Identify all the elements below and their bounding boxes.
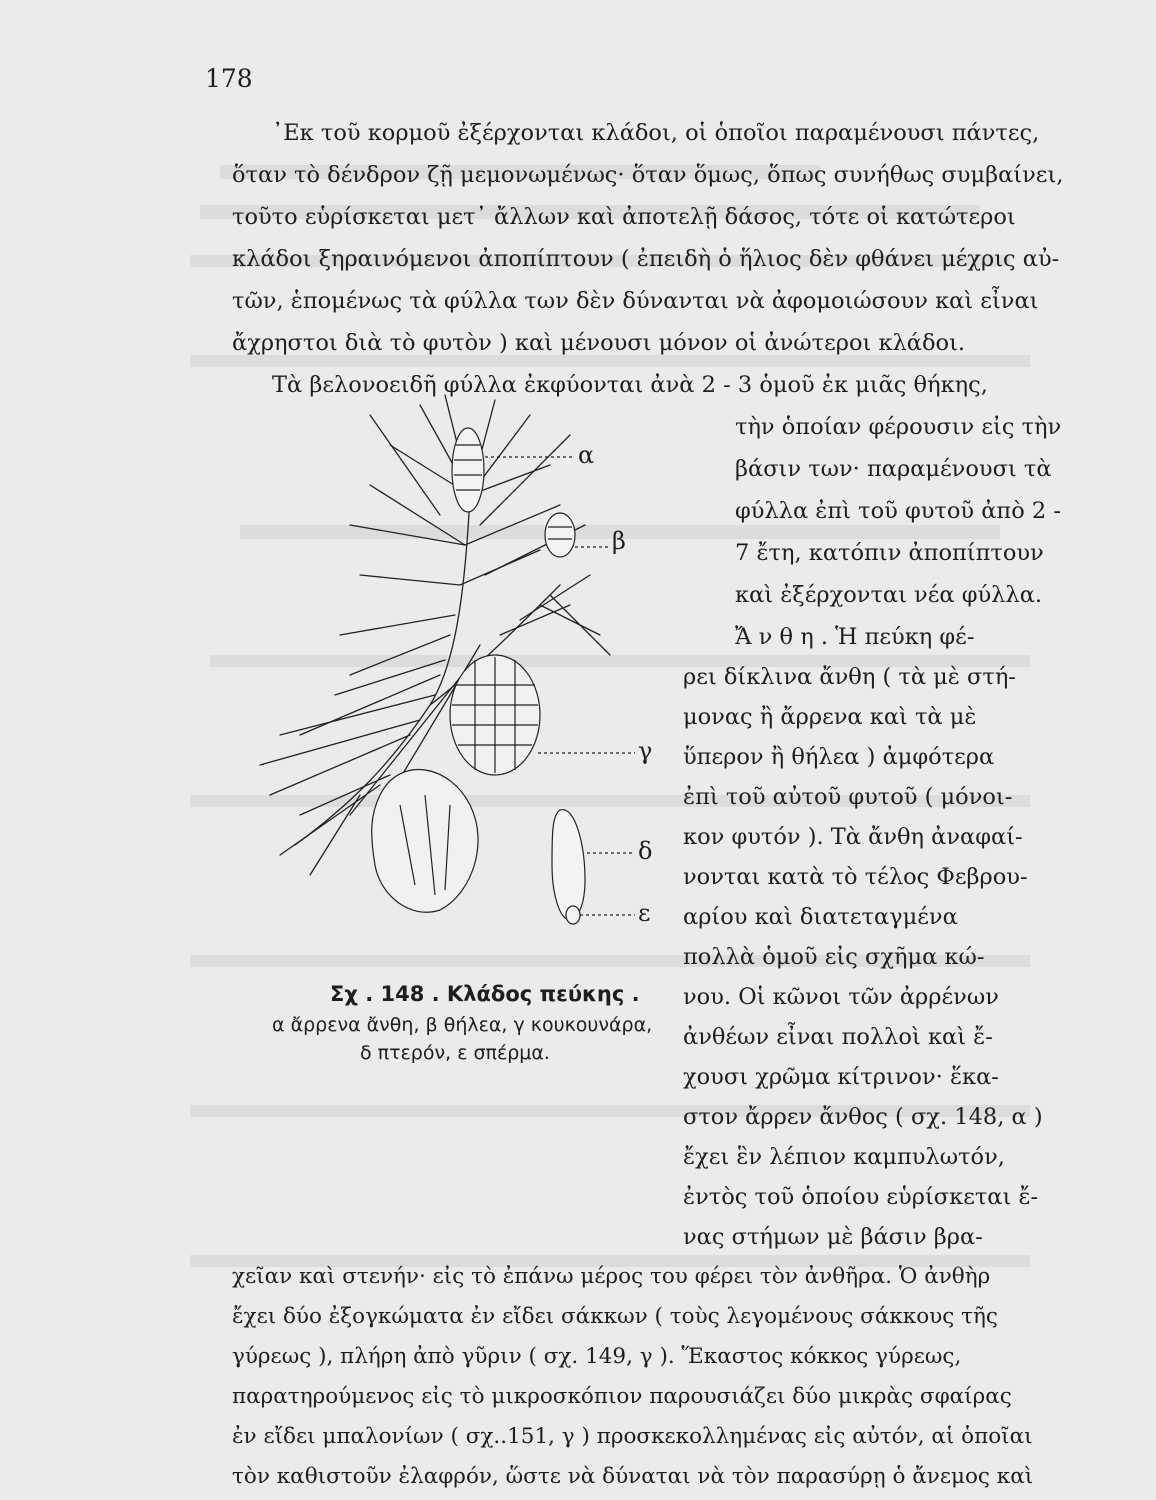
text-line: ἄχρηστοι διὰ τὸ φυτὸν ) καὶ μένουσι μόνον οἱ ἀνώτεροι κλάδοι. xyxy=(232,330,966,356)
text-line: ἐν εἴδει μπαλονίων ( σχ..151, γ ) προσκεκολλημένας εἰς αὐτόν, αἱ ὁποῖαι xyxy=(232,1424,1033,1449)
text-line: πολλὰ ὁμοῦ εἰς σχῆμα κώ- xyxy=(683,944,985,970)
text-line: τὸν καθιστοῦν ἐλαφρόν, ὥστε νὰ δύναται νὰ τὸν παρασύρῃ ὁ ἄνεμος καὶ xyxy=(232,1464,1034,1489)
text-line: νονται κατὰ τὸ τέλος Φεβρου- xyxy=(683,864,1028,890)
text-line: 7 ἔτη, κατόπιν ἀποπίπτουν xyxy=(735,540,1044,566)
text-line: νου. Οἱ κῶνοι τῶν ἀρρένων xyxy=(683,984,999,1010)
text-line: φύλλα ἐπὶ τοῦ φυτοῦ ἀπὸ 2 - xyxy=(735,498,1061,524)
text-line: χεῖαν καὶ στενήν· εἰς τὸ ἐπάνω μέρος του φέρει τὸν ἀνθῆρα. Ὁ ἀνθὴρ xyxy=(232,1264,991,1289)
text-line: ἔχει ἓν λέπιον καμπυλωτόν, xyxy=(683,1144,1005,1170)
text-line: τοῦτο εὑρίσκεται μετ᾿ ἄλλων καὶ ἀποτελῇ δάσος, τότε οἱ κατώτεροι xyxy=(232,204,1016,230)
figure-label-epsilon: ε xyxy=(638,899,651,927)
text-line: Τὰ βελονοειδῆ φύλλα ἐκφύονται ἀνὰ 2 - 3 ὁμοῦ ἐκ μιᾶς θήκης, xyxy=(272,372,988,398)
text-line: παρατηρούμενος εἰς τὸ μικροσκόπιον παρουσιάζει δύο μικρὰς σφαίρας xyxy=(232,1384,1012,1409)
text-line: μονας ἢ ἄρρενα καὶ τὰ μὲ xyxy=(683,704,977,730)
figure-label-alpha: α xyxy=(578,441,595,469)
text-line: ᾿Εκ τοῦ κορμοῦ ἐξέρχονται κλάδοι, οἱ ὁποῖοι παραμένουσι πάντες, xyxy=(272,120,1040,146)
text-line: ρει δίκλινα ἄνθη ( τὰ μὲ στή- xyxy=(683,664,1016,690)
text-line: ἀνθέων εἶναι πολλοὶ καὶ ἔ- xyxy=(683,1024,993,1050)
figure-caption-line: α ἄρρενα ἄνθη, β θήλεα, γ κουκουνάρα, xyxy=(272,1014,653,1036)
text-line: αρίου καὶ διατεταγμένα xyxy=(683,904,958,930)
text-line: κλάδοι ξηραινόμενοι ἀποπίπτουν ( ἐπειδὴ ὁ ἥλιος δὲν φθάνει μέχρις αὐ- xyxy=(232,246,1060,272)
text-line: κον φυτόν ). Τὰ ἄνθη ἀναφαί- xyxy=(683,824,1023,850)
text-line: στον ἄρρεν ἄνθος ( σχ. 148, α ) xyxy=(683,1104,1043,1130)
pine-branch-figure xyxy=(240,375,710,945)
text-line: βάσιν των· παραμένουσι τὰ xyxy=(735,456,1052,482)
text-line: ἐπὶ τοῦ αὐτοῦ φυτοῦ ( μόνοι- xyxy=(683,784,1013,810)
text-line: ὕπερον ἢ θήλεα ) ἀμφότερα xyxy=(683,744,995,770)
text-line: ἔχει δύο ἐξογκώματα ἐν εἴδει σάκκων ( τοὺς λεγομένους σάκκους τῆς xyxy=(232,1304,998,1329)
page-number: 178 xyxy=(205,64,253,93)
figure-label-beta: β xyxy=(612,527,626,555)
text-line: τὴν ὁποίαν φέρουσιν εἰς τὴν xyxy=(735,414,1062,440)
text-line: ὅταν τὸ δένδρον ζῇ μεμονωμένως· ὅταν ὅμως, ὅπως συνήθως συμβαίνει, xyxy=(232,162,1064,188)
text-line: νας στήμων μὲ βάσιν βρα- xyxy=(683,1224,983,1250)
text-line: χουσι χρῶμα κίτρινον· ἕκα- xyxy=(683,1064,999,1090)
figure-caption-title: Σχ . 148 . Κλάδος πεύκης . xyxy=(330,982,640,1006)
figure-caption-line: δ πτερόν, ε σπέρμα. xyxy=(360,1042,550,1064)
text-line: γύρεως ), πλήρη ἀπὸ γῦριν ( σχ. 149, γ ). Ἕκαστος κόκκος γύρεως, xyxy=(232,1344,962,1369)
text-line: Ἄ ν θ η . Ἡ πεύκη φέ- xyxy=(735,624,975,650)
figure-label-gamma: γ xyxy=(638,737,653,765)
text-line: καὶ ἐξέρχονται νέα φύλλα. xyxy=(735,582,1043,608)
text-line: ἐντὸς τοῦ ὁποίου εὑρίσκεται ἔ- xyxy=(683,1184,1039,1210)
figure-label-delta: δ xyxy=(638,837,653,865)
text-line: τῶν, ἑπομένως τὰ φύλλα των δὲν δύνανται νὰ ἀφομοιώσουν καὶ εἶναι xyxy=(232,288,1039,314)
